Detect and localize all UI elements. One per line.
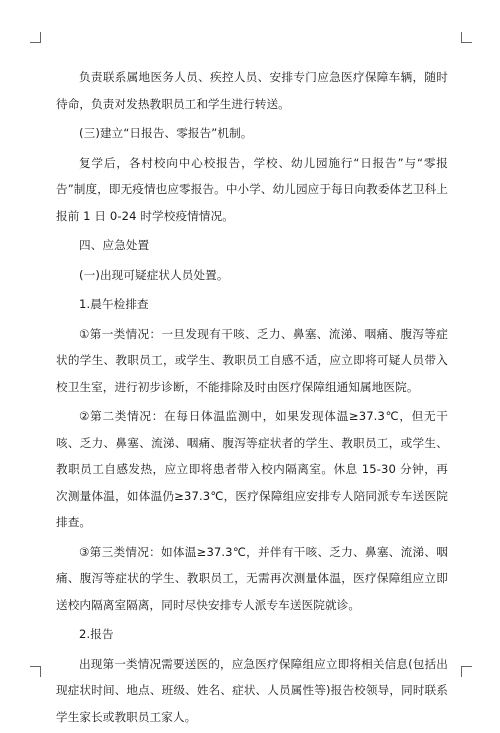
document-body — [56, 64, 448, 733]
crop-mark-bottom-left — [30, 666, 41, 677]
section-heading: 四、应急处置 — [79, 238, 150, 252]
paragraph: 出现第一类情况需要送医的，应急医疗保障组应立即将相关信息(包括出现症状时间、地点、班级、姓名、症状、人员属性等)报告校领导，同时联系学生家长或教职员工家人。 — [56, 656, 448, 724]
paragraph: ③第三类情况：如体温≥37.3℃，并伴有干咳、乏力、鼻塞、流涕、咽痛、腹泻等症状的学生、教职员工，无需再次测量体温，医疗保障组应立即送校内隔离室隔离，同时尽快安排专人派专车送医院就诊。 — [56, 544, 448, 612]
paragraph: 复学后，各村校向中心校报告，学校、幼儿园施行“日报告”与“零报告”制度，即无疫情也应零报告。中小学、幼儿园应于每日向教委体艺卫科上报前 1 日 0-24 时学校疫情情况。 — [56, 155, 449, 223]
subsection-heading: 1.晨午检排查 — [79, 297, 149, 311]
paragraph: ①第一类情况：一旦发现有干咳、乏力、鼻塞、流涕、咽痛、腹泻等症状的学生、教职员工，或学生、教职员工自感不适，应立即将可疑人员带入校卫生室，进行初步诊断，不能排除及时由医疗保障组通知属地医院。 — [56, 326, 448, 394]
section-heading: (三)建立“日报告、零报告”机制。 — [79, 126, 253, 140]
paragraph: ②第二类情况：在每日体温监测中，如果发现体温≥37.3℃，但无干咳、乏力、鼻塞、流涕、咽痛、腹泻等症状者的学生、教职员工，或学生、教职员工自感发热，应立即将患者带入校内隔离室。休息 15-30 分钟，再次测量体温，如体温仍≥37.3℃，医疗保障组应安排专人陪同派专车送医院排查。 — [56, 409, 448, 529]
crop-mark-top-right — [461, 32, 472, 43]
crop-mark-bottom-right — [461, 666, 472, 677]
section-heading: (一)出现可疑症状人员处置。 — [79, 267, 229, 282]
crop-mark-top-left — [30, 32, 41, 43]
paragraph: 负责联系属地医务人员、疾控人员、安排专门应急医疗保障车辆，随时待命，负责对发热教职员工和学生进行转送。 — [56, 70, 448, 111]
subsection-heading: 2.报告 — [79, 627, 114, 641]
